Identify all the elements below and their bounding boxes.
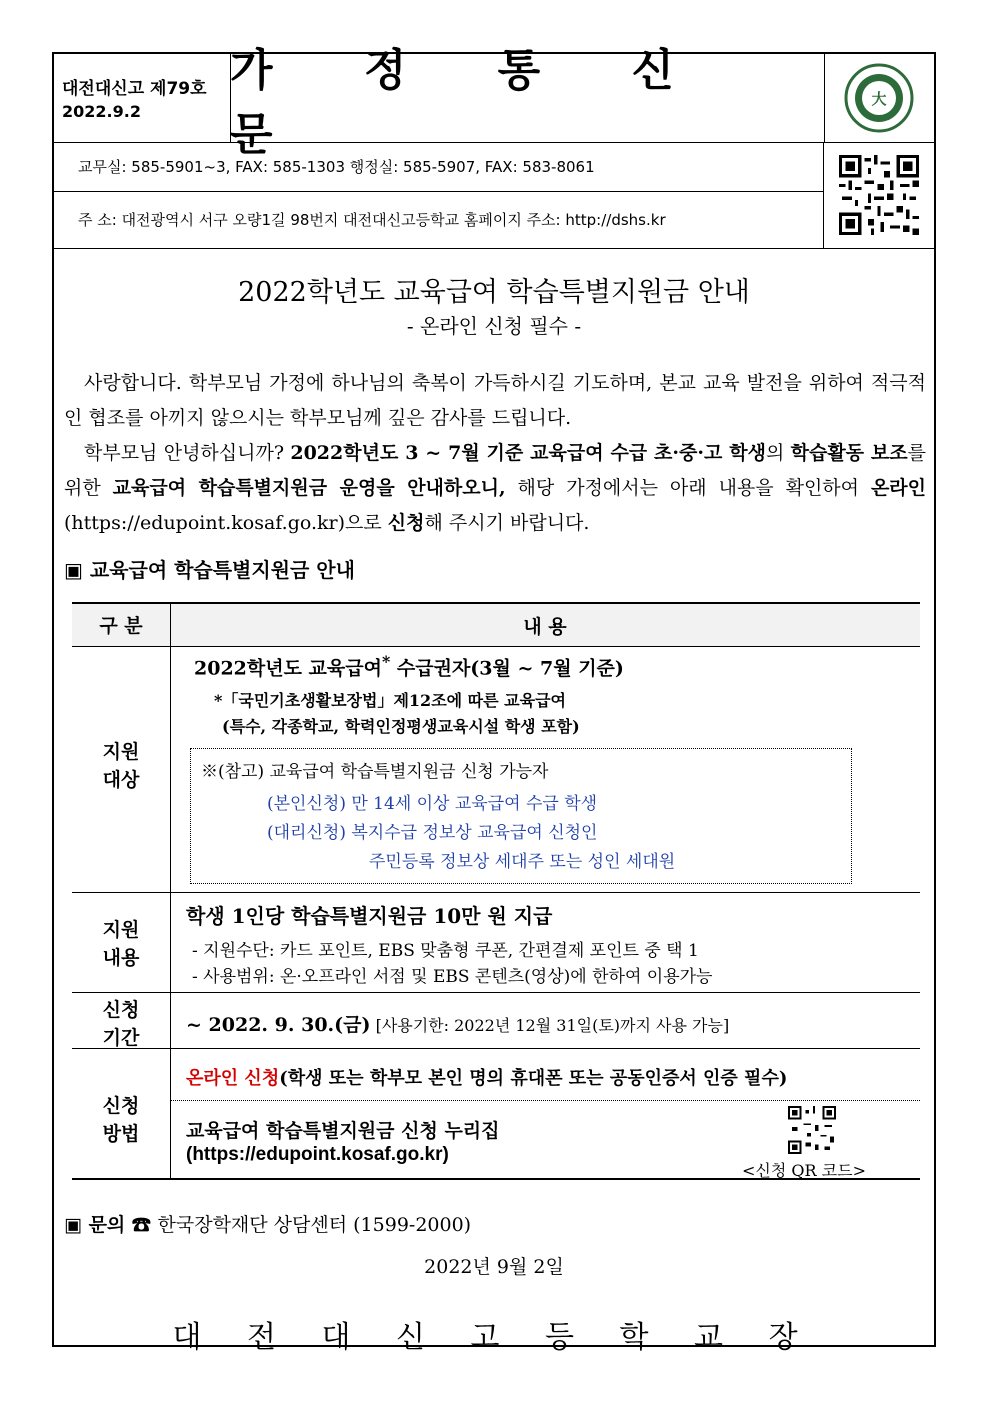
document-title: 2022학년도 교육급여 학습특별지원금 안내 [238,277,750,308]
intro-bold-apply: 신청 [387,512,425,534]
inquiry-line [64,1210,471,1237]
table-line [72,892,920,893]
support-scope: - 사용범위: 온·오프라인 서점 및 EBS 콘텐츠(영상)에 한하여 이용가능 [192,967,713,987]
address-line: 주 소: 대전광역시 서구 오량1길 98번지 대전대신고등학교 홈페이지 주소: http://dshs.kr [54,192,824,248]
greeting-paragraph: 사랑합니다. 학부모님 가정에 하나님의 축복이 가득하시길 기도하며, 본교 교육 발전을 위하여 적극적인 협조를 아끼지 않으시는 학부모님께 깊은 감사를 드립니다. [64,372,926,429]
row-support-label [72,916,170,972]
table-column-line [170,602,171,1178]
period-main [186,1010,729,1037]
intro-text: 해당 가정에서는 아래 내용을 확인하여 [505,477,871,499]
row-target-label [72,738,170,794]
newsletter-title: 가 정 통 신 문 [230,54,825,142]
row-period-label [72,996,170,1052]
note-proxy-apply: (대리신청) 복지수급 정보상 교육급여 신청인 [267,823,598,843]
issue-date: 2022.9.2 [62,102,141,121]
eligibility-note-box [190,748,852,884]
issue-box [54,54,231,142]
footer-date: 2022년 9월 2일 [424,1256,564,1278]
intro-bold-target: 2022학년도 3 ~ 7월 기준 교육급여 수급 초·중·고 학생 [290,442,766,464]
section-heading: ▣ 교육급여 학습특별지원금 안내 [64,558,355,582]
method-site-name: 교육급여 학습특별지원금 신청 누리집 [186,1120,500,1142]
period-usage: [사용기한: 2022년 12월 31일(토)까지 사용 가능] [370,1016,730,1035]
intro-text: 를 위한 [64,442,926,499]
target-main [194,652,624,680]
support-means: - 지원수단: 카드 포인트, EBS 맞춤형 쿠폰, 간편결제 포인트 중 택 1 [192,941,699,961]
table-bottom-line [72,1178,920,1180]
target-main-text: 수급권자(3월 ~ 7월 기준) [390,657,624,680]
contact-line: 교무실: 585-5901~3, FAX: 585-1303 행정실: 585-5907, FAX: 583-8061 [54,142,824,192]
principal-signature: 대 전 대 신 고 등 학 교 장 [172,1320,816,1355]
intro-paragraph [64,436,926,541]
table-line [72,1048,920,1049]
intro-bold-notice: 교육급여 학습특별지원금 운영을 안내하오니, [112,477,506,499]
qr-caption: <신청 QR 코드> [742,1161,866,1180]
method-online-detail: (학생 또는 학부모 본인 명의 휴대폰 또는 공동인증서 인증 필수) [279,1068,788,1089]
method-site-url[interactable]: (https://edupoint.kosaf.go.kr) [186,1144,449,1165]
intro-bold-purpose: 학습활동 보조 [790,442,908,464]
row-label-line: 내용 [102,947,140,969]
row-label-line: 신청 [102,999,140,1021]
inquiry-label: ▣ 문의 ☎ [64,1214,158,1236]
row-label-line: 지원 [102,919,140,941]
row-label-line: 신청 [102,1095,140,1117]
header-divider [54,248,934,249]
intro-text: 학부모님 안녕하십니까? [84,442,291,464]
target-main-text: 2022학년도 교육급여 [194,657,382,680]
intro-text: 해 주시기 바랍니다. [424,512,590,534]
note-self-apply: (본인신청) 만 14세 이상 교육급여 수급 학생 [267,794,598,814]
method-online-label: 온라인 신청 [186,1068,280,1089]
row-label-line: 지원 [102,741,140,763]
table-header-category: 구 분 [99,615,143,637]
inquiry-contact: 한국장학재단 상담센터 (1599-2000) [157,1214,472,1236]
table-header-content: 내 용 [523,616,567,638]
svg-text:大: 大 [871,90,887,108]
qr-code-icon[interactable] [824,142,934,248]
school-emblem-icon [824,54,934,142]
row-label-line: 방법 [102,1123,140,1145]
target-note-include: (특수, 각종학교, 학력인정평생교육시설 학생 포함) [222,717,580,736]
note-proxy-resident: 주민등록 정보상 세대주 또는 성인 세대원 [369,852,676,872]
target-note-law: *「국민기초생활보장법」제12조에 따른 교육급여 [214,691,566,710]
document-subtitle: - 온라인 신청 필수 - [406,314,582,338]
footnote-mark: * [381,652,391,671]
method-online [186,1064,787,1090]
period-deadline: ~ 2022. 9. 30.(금) [186,1014,371,1036]
row-label-line: 대상 [102,769,140,791]
table-line [72,992,920,993]
row-label-line: 기간 [102,1027,140,1049]
table-line [72,646,920,647]
issue-number: 대전대신고 제79호 [62,79,207,99]
document-frame [52,45,936,1355]
intro-bold-online: 온라인 [870,477,927,499]
note-title: ※(참고) 교육급여 학습특별지원금 신청 가능자 [201,762,549,782]
intro-url: (https://edupoint.kosaf.go.kr)으로 [64,512,388,534]
row-method-label [72,1092,170,1148]
intro-text: 의 [765,442,791,464]
support-main: 학생 1인당 학습특별지원금 10만 원 지급 [186,904,553,928]
table-dotted-line [170,1100,920,1101]
qr-code-icon[interactable] [788,1106,836,1158]
